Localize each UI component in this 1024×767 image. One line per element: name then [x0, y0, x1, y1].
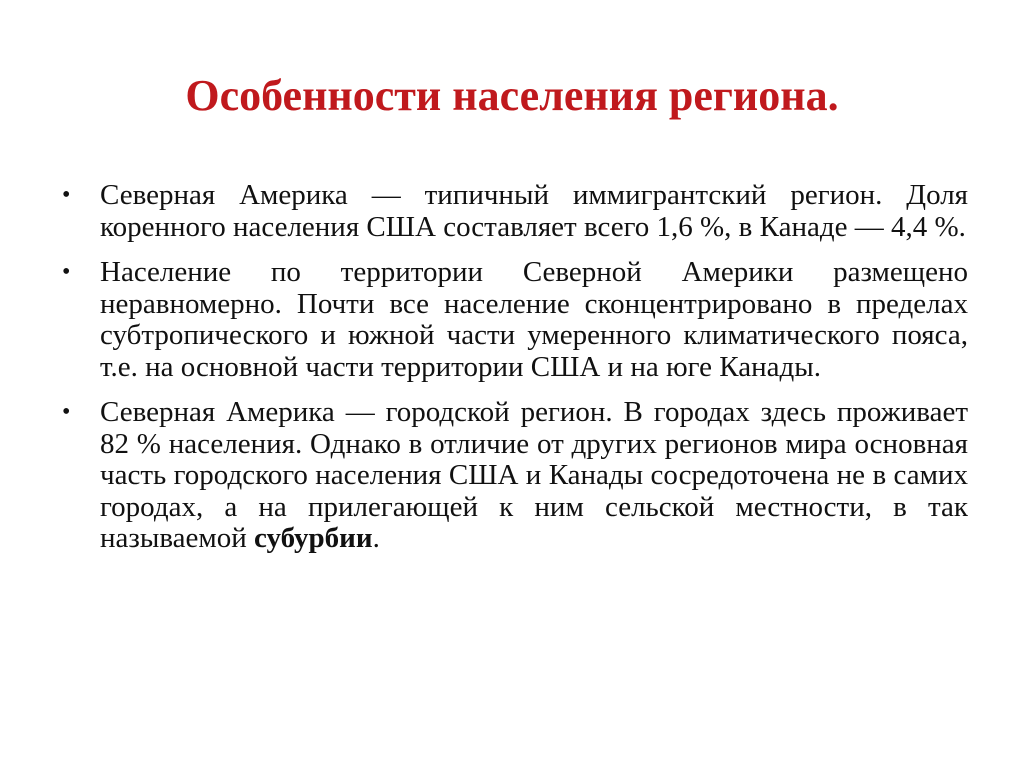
bullet-list: [58, 180, 968, 569]
bullet-item-1: [58, 180, 968, 243]
bullet-text-end: .: [372, 522, 380, 554]
bullet-text: Северная Америка — типичный иммигрантский регион. Доля коренного населения США составляет всего 1,6 %, в Канаде — 4,4 %.: [100, 179, 968, 243]
bullet-dot-icon: •: [62, 399, 71, 425]
bullet-item-2: [58, 257, 968, 383]
bullet-dot-icon: •: [62, 259, 71, 285]
bullet-text: Северная Америка — городской регион. В городах здесь проживает 82 % населения. Однако в отличие от других регионов мира основная часть городского населения США и Канады сосредоточена не в самих городах, а на прилегающей к ним сельской местности, в так называемой: [100, 396, 968, 554]
bullet-item-3: [58, 397, 968, 555]
bullet-bold-term: субурбии: [254, 522, 373, 554]
slide-title: Особенности населения региона.: [185, 71, 839, 120]
bullet-text: Население по территории Северной Америки размещено неравномерно. Почти все население сконцентрировано в пределах субтропического и южной части умеренного климатического пояса, т.е. на основной части территории США и на юге Канады.: [100, 256, 968, 383]
bullet-dot-icon: •: [62, 182, 71, 208]
